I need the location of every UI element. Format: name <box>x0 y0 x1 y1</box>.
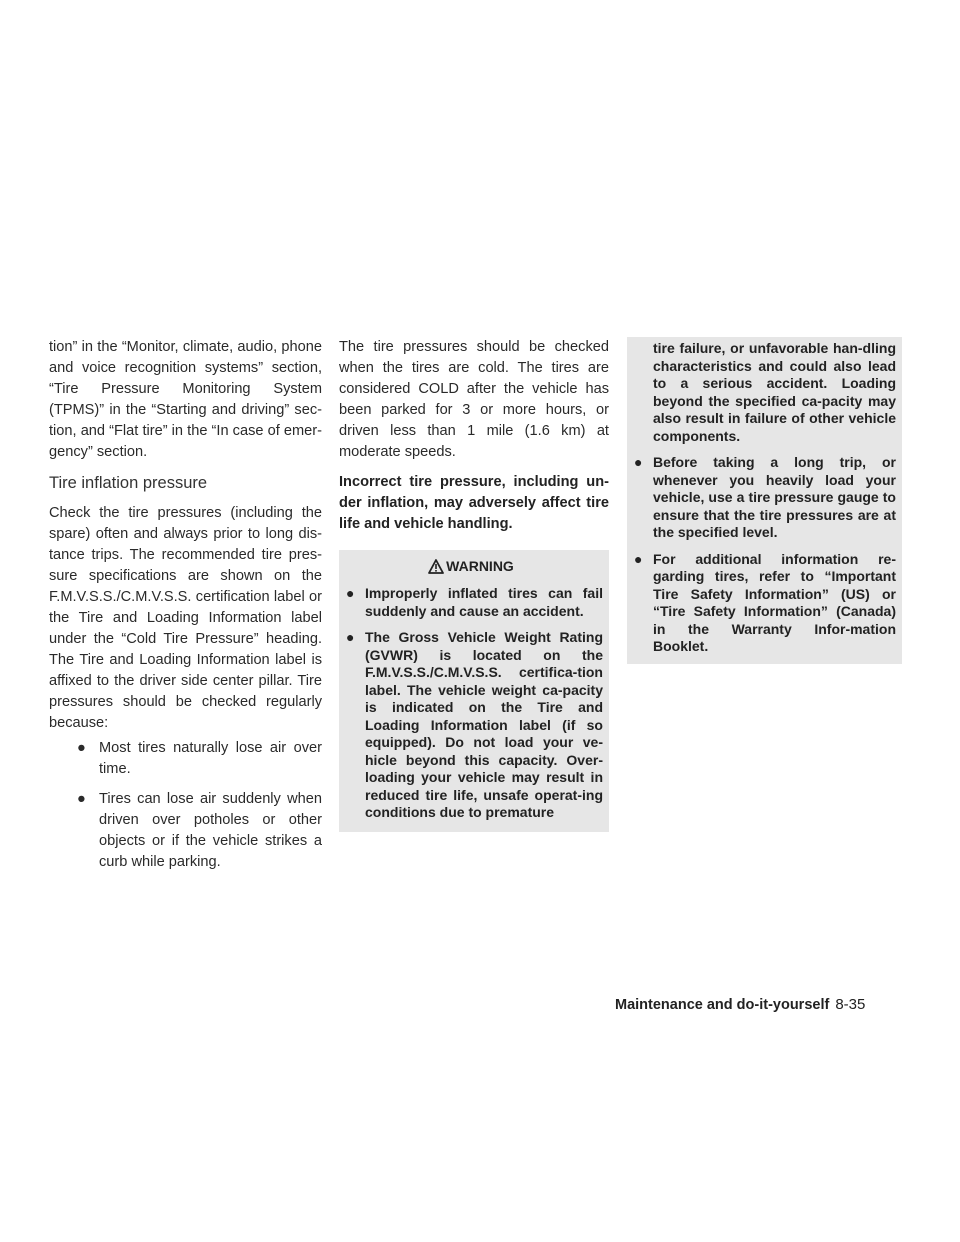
column-3 <box>627 337 902 664</box>
list-item: ● For additional information re-garding tires, refer to “Important Tire Safety Information” (US) or “Tire Safety Information” (Canada) in the Warranty Infor-mation Booklet. <box>634 550 896 654</box>
bullet-list <box>49 738 322 873</box>
page-number: 8-35 <box>835 996 866 1013</box>
section-heading: Tire inflation pressure <box>49 474 208 492</box>
bullet-icon: ● <box>346 585 355 601</box>
list-item: ● Improperly inflated tires can fail suddenly and cause an accident. <box>346 585 603 619</box>
bullet-icon: ● <box>346 629 355 645</box>
warning-box-continued <box>627 337 902 664</box>
footer-title: Maintenance and do-it-yourself <box>615 997 830 1013</box>
bullet-icon: ● <box>77 740 86 756</box>
warning-list <box>339 585 603 822</box>
bullet-icon: ● <box>634 550 643 567</box>
bullet-icon: ● <box>634 454 643 470</box>
warning-list <box>627 454 896 656</box>
bullet-icon: ● <box>77 791 86 807</box>
list-item: ● The Gross Vehicle Weight Rating (GVWR) is located on the F.M.V.S.S./C.M.V.S.S. certifica-tion label. The vehicle weight ca-pacity is indicated on the Tire and Loading Information label (if so equipped). Do not load your ve-hicle beyond this capacity. Over-loading your vehicle may result in reduced tire life, unsafe operat-ing conditions due to premature <box>346 629 603 820</box>
paragraph: The tire pressures should be checked when the tires are cold. The tires are considered COLD after the vehicle has been parked for 3 or more hours, or driven less than 1 mile (1.6 km) at moderate speeds. <box>339 339 609 460</box>
bold-paragraph: Incorrect tire pressure, including un-der inflation, may adversely affect tire life and vehicle handling. <box>339 474 609 532</box>
warning-box <box>339 550 609 832</box>
list-item: ● Most tires naturally lose air over time. <box>77 740 322 777</box>
page-footer <box>615 996 865 1013</box>
warning-triangle-icon <box>428 559 444 574</box>
column-2 <box>339 337 609 832</box>
list-item: ● Before taking a long trip, or whenever you heavily load your vehicle, use a tire pressure gauge to ensure that the tire pressures are at the specified level. <box>634 454 896 540</box>
column-1 <box>49 337 322 882</box>
warning-heading <box>339 556 603 577</box>
intro-paragraph: tion” in the “Monitor, climate, audio, phone and voice recognition systems” section, “Tire Pressure Monitoring System (TPMS)” in the “Starting and driving” sec-tion, and “Flat tire” in the “In case of emer-gency” section. <box>49 339 322 460</box>
body-paragraph: Check the tire pressures (including the spare) often and always prior to long dis-tance trips. The recommended tire pres-sure specifications are shown on the F.M.V.S.S./C.M.V.S.S. certification label or the Tire and Loading Information label under the “Cold Tire Pressure” heading. The Tire and Loading Information label is affixed to the driver side center pillar. Tire pressures should be checked regularly because: <box>49 505 322 731</box>
warning-title: WARNING <box>446 558 514 574</box>
warning-continuation: tire failure, or unfavorable han-dling characteristics and could also lead to a serious accident. Loading beyond the specified ca-pacity may also result in failure of other vehicle components. <box>653 340 896 444</box>
list-item: ● Tires can lose air suddenly when driven over potholes or other objects or if the vehicle strikes a curb while parking. <box>77 791 322 870</box>
